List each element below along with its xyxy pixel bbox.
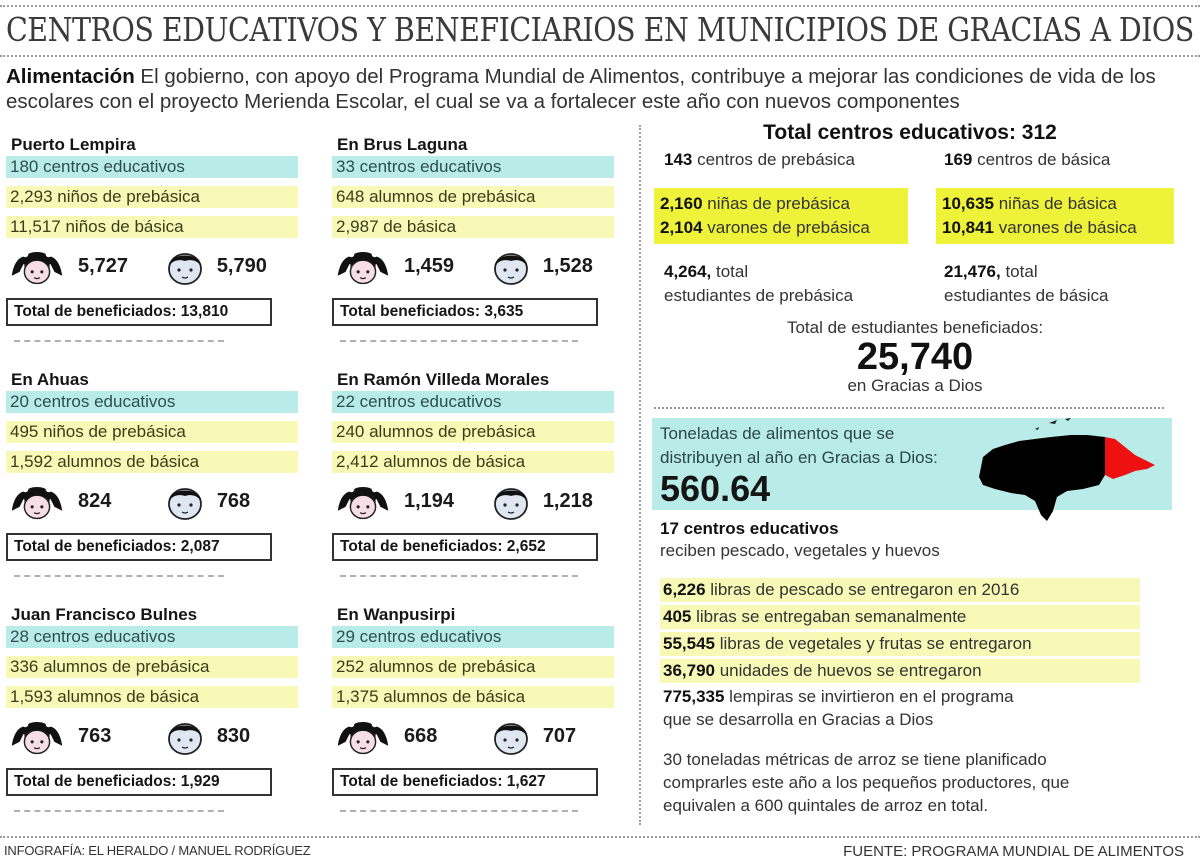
credit: INFOGRAFÍA: EL HERALDO / MANUEL RODRÍGUEZ xyxy=(4,843,311,858)
section-divider xyxy=(654,407,1164,409)
boy-icon xyxy=(163,716,207,756)
fact-num: 55,545 xyxy=(663,634,715,653)
basica-count: 1,592 alumnos de básica xyxy=(6,451,298,473)
centers-count: 22 centros educativos xyxy=(332,391,614,413)
intro-paragraph xyxy=(6,64,1196,114)
total-beneficiaries: Total de beneficiados: 2,652 xyxy=(332,533,598,561)
fact-num: 36,790 xyxy=(663,661,715,680)
prebasica-count: 648 alumnos de prebásica xyxy=(332,186,614,208)
fact-fish-weekly xyxy=(660,605,1140,629)
boys-count: 768 xyxy=(216,489,251,512)
prebasica-total-num: 4,264, xyxy=(664,262,712,281)
prebasica-count: 240 alumnos de prebásica xyxy=(332,421,614,443)
basica-total-num: 21,476, xyxy=(944,262,1001,281)
total-beneficiaries: Total de beneficiados: 13,810 xyxy=(6,298,272,326)
municipality-juan-francisco-bulnes xyxy=(6,604,306,812)
girls-count: 1,194 xyxy=(404,489,455,512)
total-centers-heading: Total centros educativos: 312 xyxy=(763,121,1057,144)
prebasica-count: 2,293 niños de prebásica xyxy=(6,186,298,208)
municipality-name: Puerto Lempira xyxy=(11,135,136,154)
centers17-subtitle: reciben pescado, vegetales y huevos xyxy=(660,541,940,560)
basica-count: 1,375 alumnos de básica xyxy=(332,686,614,708)
investment-text: que se desarrolla en Gracias a Dios xyxy=(663,710,934,729)
basica-count: 2,412 alumnos de básica xyxy=(332,451,614,473)
basica-centers-label: centros de básica xyxy=(972,150,1111,169)
prebasica-girls-label: niñas de prebásica xyxy=(702,194,850,213)
fact-text: libras se entregaban semanalmente xyxy=(691,607,967,626)
boy-icon xyxy=(163,246,207,286)
intro-lead: Alimentación xyxy=(6,65,135,88)
basica-gender-box xyxy=(936,188,1174,244)
municipality-name: En Ramón Villeda Morales xyxy=(337,370,550,389)
fact-num: 405 xyxy=(663,607,692,626)
prebasica-centers-label: centros de prebásica xyxy=(692,150,855,169)
investment-num: 775,335 xyxy=(663,687,725,706)
basica-girls xyxy=(942,192,1168,216)
footer-divider xyxy=(0,836,1200,838)
girls-count: 668 xyxy=(404,724,438,747)
food-tonnage-text xyxy=(660,422,938,470)
girl-icon xyxy=(332,481,394,521)
centers17-title: 17 centros educativos xyxy=(660,519,839,538)
top-divider xyxy=(0,5,1200,7)
basica-count: 2,987 de básica xyxy=(332,216,614,238)
boy-icon xyxy=(489,246,533,286)
fact-vegetables xyxy=(660,632,1140,656)
basica-boys xyxy=(942,216,1168,240)
basica-total-caption: estudiantes de básica xyxy=(944,286,1109,305)
girl-icon xyxy=(6,481,68,521)
investment xyxy=(663,685,1014,731)
intro-text: El gobierno, con apoyo del Programa Mundial de Alimentos, contribuye a mejorar las condiciones de vida de los escolares con el proyecto Merienda Escolar, el cual se va a fortalecer este año con nuevos componentes xyxy=(6,65,1156,113)
basica-centers xyxy=(944,150,1110,170)
prebasica-gender-box xyxy=(654,188,908,244)
girl-icon xyxy=(332,716,394,756)
municipality-name: Juan Francisco Bulnes xyxy=(11,605,198,624)
rice-line: 30 toneladas métricas de arroz se tiene planificado xyxy=(663,750,1047,769)
boys-count: 1,218 xyxy=(542,489,593,512)
boys-count: 707 xyxy=(542,724,577,747)
prebasica-boys-num: 2,104 xyxy=(660,218,703,237)
total-beneficiaries: Total de beneficiados: 1,627 xyxy=(332,768,598,796)
rice-line: equivalen a 600 quintales de arroz en total. xyxy=(663,796,989,815)
page-title: CENTROS EDUCATIVOS Y BENEFICIARIOS EN MUNICIPIOS DE GRACIAS A DIOS xyxy=(6,10,1194,49)
girls-count: 763 xyxy=(78,724,112,747)
centers-count: 33 centros educativos xyxy=(332,156,614,178)
prebasica-girls-num: 2,160 xyxy=(660,194,703,213)
centers-count: 28 centros educativos xyxy=(6,626,298,648)
girls-count: 824 xyxy=(78,489,112,512)
basica-total xyxy=(944,260,1108,308)
basica-boys-num: 10,841 xyxy=(942,218,994,237)
prebasica-count: 336 alumnos de prebásica xyxy=(6,656,298,678)
food-tonnage-value: 560.64 xyxy=(660,468,771,509)
prebasica-centers xyxy=(664,150,855,170)
title-divider xyxy=(0,55,1200,57)
municipality-name: En Ahuas xyxy=(11,370,89,389)
fact-fish-2016 xyxy=(660,578,1140,602)
boy-icon xyxy=(163,481,207,521)
basica-total-label: total xyxy=(1000,262,1038,281)
food-text-line: Toneladas de alimentos que se xyxy=(660,424,895,443)
girls-count: 5,727 xyxy=(78,254,129,277)
municipality-name: En Wanpusirpi xyxy=(337,605,456,624)
municipality-wanpusirpi xyxy=(332,604,632,812)
municipality-puerto-lempira xyxy=(6,134,306,342)
municipality-brus-laguna xyxy=(332,134,632,342)
boy-icon xyxy=(489,716,533,756)
girl-icon xyxy=(6,716,68,756)
girl-icon xyxy=(6,246,68,286)
basica-boys-label: varones de básica xyxy=(994,218,1137,237)
fact-num: 6,226 xyxy=(663,580,706,599)
dashed-separator xyxy=(340,810,578,812)
girls-count: 1,459 xyxy=(404,254,455,277)
prebasica-boys xyxy=(660,216,902,240)
basica-count: 1,593 alumnos de básica xyxy=(6,686,298,708)
basica-girls-label: niñas de básica xyxy=(994,194,1117,213)
fact-text: libras de pescado se entregaron en 2016 xyxy=(705,580,1020,599)
prebasica-total-caption: estudiantes de prebásica xyxy=(664,286,854,305)
centers-count: 20 centros educativos xyxy=(6,391,298,413)
fact-eggs xyxy=(660,659,1140,683)
beneficiaries-label: Total de estudiantes beneficiados: xyxy=(786,318,1044,337)
municipality-ramon-villeda-morales xyxy=(332,369,632,577)
investment-text: lempiras se invirtieron en el programa xyxy=(724,687,1014,706)
centers-count: 29 centros educativos xyxy=(332,626,614,648)
prebasica-boys-label: varones de prebásica xyxy=(702,218,870,237)
prebasica-count: 495 niños de prebásica xyxy=(6,421,298,443)
prebasica-total xyxy=(664,260,853,308)
total-beneficiaries: Total de beneficiados: 1,929 xyxy=(6,768,272,796)
beneficiaries-place: en Gracias a Dios xyxy=(847,376,983,395)
girl-icon xyxy=(332,246,394,286)
boys-count: 830 xyxy=(216,724,251,747)
municipality-ahuas xyxy=(6,369,306,577)
total-beneficiaries: Total de beneficiados: 2,087 xyxy=(6,533,272,561)
prebasica-count: 252 alumnos de prebásica xyxy=(332,656,614,678)
boys-count: 1,528 xyxy=(542,254,593,277)
prebasica-girls xyxy=(660,192,902,216)
prebasica-centers-num: 143 xyxy=(664,150,693,169)
fact-text: libras de vegetales y frutas se entregaron xyxy=(715,634,1032,653)
boy-icon xyxy=(489,481,533,521)
basica-count: 11,517 niños de básica xyxy=(6,216,298,238)
fact-text: unidades de huevos se entregaron xyxy=(715,661,982,680)
rice-note xyxy=(663,748,1069,817)
dashed-separator xyxy=(340,340,578,342)
basica-centers-num: 169 xyxy=(944,150,973,169)
dashed-separator xyxy=(14,810,224,812)
food-text-line: distribuyen al año en Gracias a Dios: xyxy=(660,448,938,467)
municipality-name: En Brus Laguna xyxy=(337,135,468,154)
honduras-map-icon xyxy=(975,415,1165,525)
basica-girls-num: 10,635 xyxy=(942,194,994,213)
dashed-separator xyxy=(340,575,578,577)
boys-count: 5,790 xyxy=(216,254,267,277)
dashed-separator xyxy=(14,575,224,577)
source: FUENTE: PROGRAMA MUNDIAL DE ALIMENTOS xyxy=(843,843,1184,860)
column-divider xyxy=(639,125,641,825)
centers-count: 180 centros educativos xyxy=(6,156,298,178)
rice-line: comprarles este año a los pequeños productores, que xyxy=(663,773,1070,792)
total-beneficiaries: Total beneficiados: 3,635 xyxy=(332,298,598,326)
dashed-separator xyxy=(14,340,224,342)
beneficiaries-value: 25,740 xyxy=(856,336,974,378)
prebasica-total-label: total xyxy=(711,262,749,281)
